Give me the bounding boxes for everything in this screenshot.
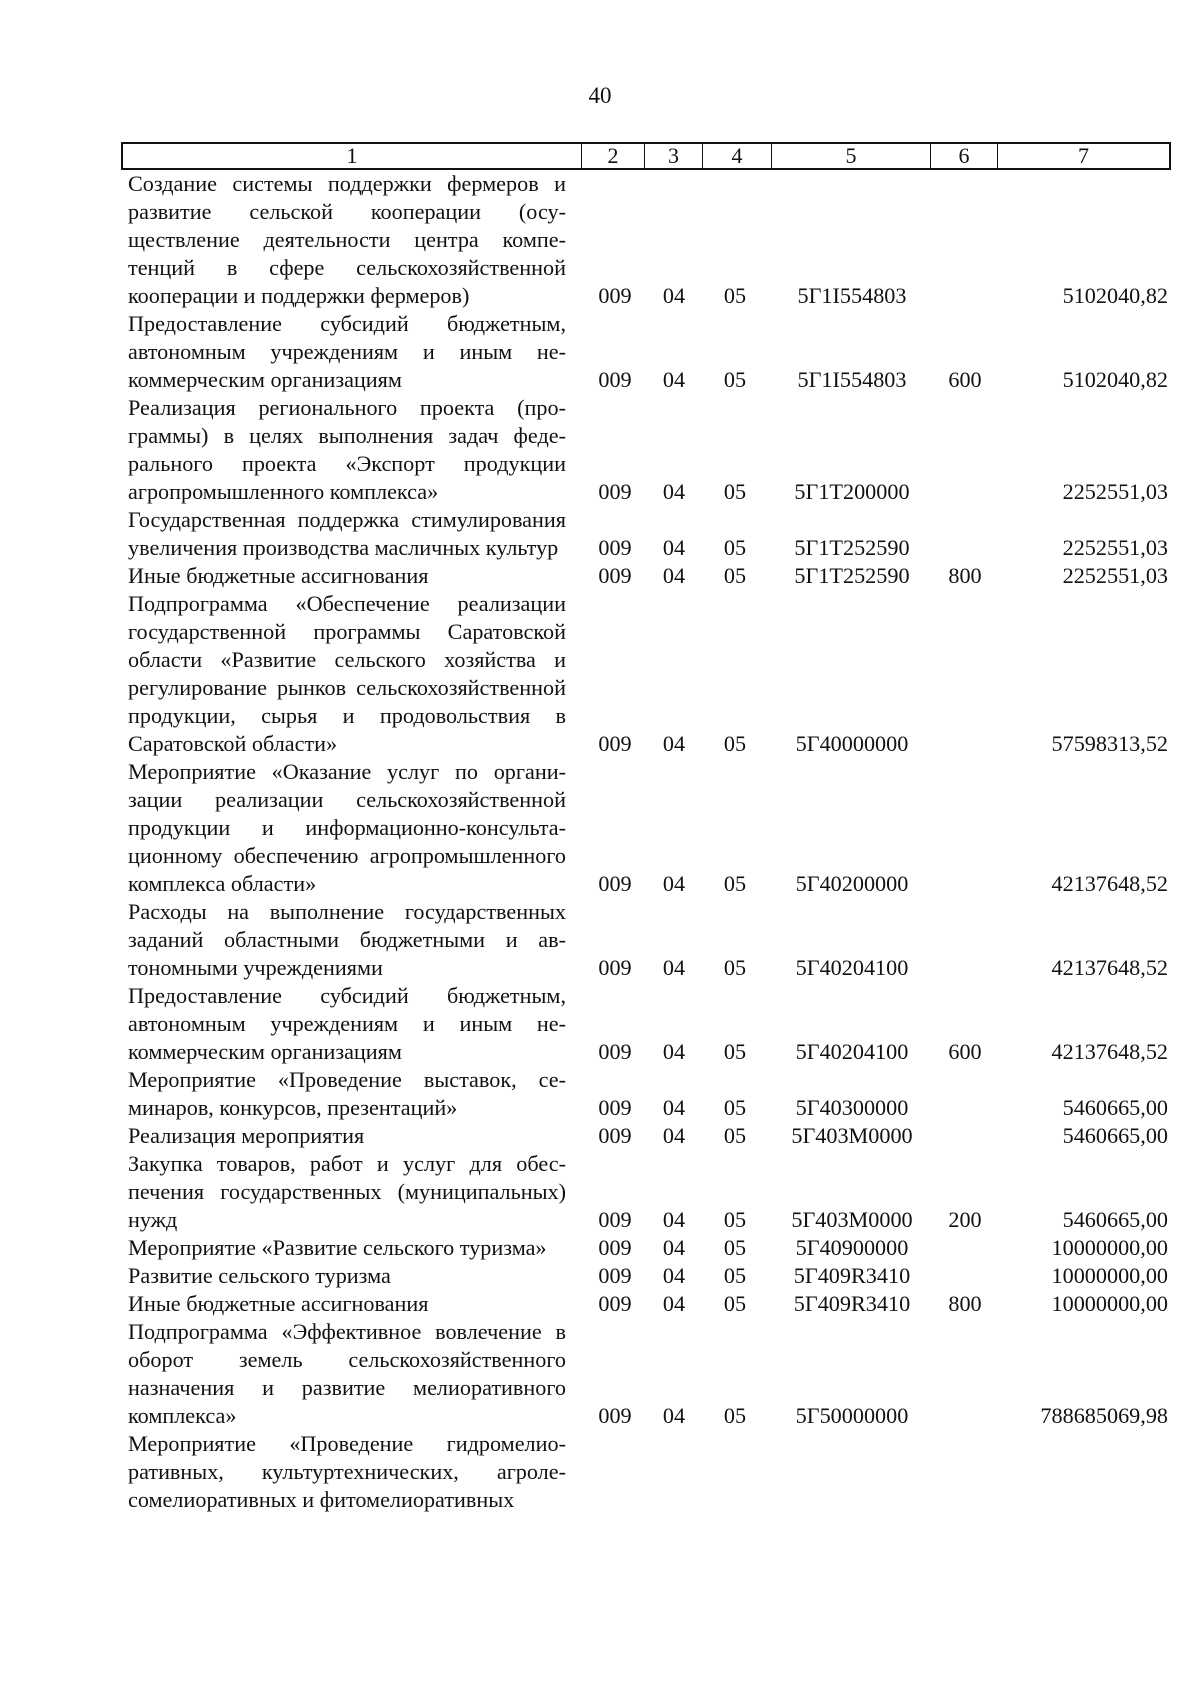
table-row bbox=[128, 394, 1168, 506]
row-description: Предоставление субсидий бюджетным, автономным учреждениям и иным некоммерческим организациям bbox=[128, 983, 566, 1064]
header-col-2: 2 bbox=[582, 144, 645, 168]
row-subsection-code: 05 bbox=[723, 1123, 747, 1148]
table-row bbox=[128, 562, 1168, 590]
row-section-code: 04 bbox=[662, 479, 686, 504]
row-amount: 42137648,52 bbox=[1051, 871, 1168, 896]
row-subsection-code: 05 bbox=[723, 1207, 747, 1232]
row-admin-code: 009 bbox=[598, 563, 632, 588]
row-amount: 42137648,52 bbox=[1051, 1039, 1168, 1064]
row-description: Государственная поддержка стимулирования увеличения производства масличных культур bbox=[128, 507, 566, 560]
row-section-code: 04 bbox=[662, 1123, 686, 1148]
row-target-article-code: 5Г40300000 bbox=[795, 1095, 909, 1120]
header-col-4: 4 bbox=[703, 144, 772, 168]
row-expense-type-code: 600 bbox=[948, 1039, 982, 1064]
row-section-code: 04 bbox=[662, 871, 686, 896]
row-admin-code: 009 bbox=[598, 479, 632, 504]
table-row bbox=[128, 1262, 1168, 1290]
row-subsection-code: 05 bbox=[723, 955, 747, 980]
row-target-article-code: 5Г40204100 bbox=[795, 955, 909, 980]
row-target-article-code: 5Г1Т252590 bbox=[794, 563, 910, 588]
row-subsection-code: 05 bbox=[723, 563, 747, 588]
row-section-code: 04 bbox=[662, 731, 686, 756]
table-row bbox=[128, 590, 1168, 758]
header-col-1: 1 bbox=[123, 144, 582, 168]
row-section-code: 04 bbox=[662, 1403, 686, 1428]
row-subsection-code: 05 bbox=[723, 1403, 747, 1428]
row-section-code: 04 bbox=[662, 283, 686, 308]
row-amount: 10000000,00 bbox=[1051, 1263, 1168, 1288]
row-description: Развитие сельского туризма bbox=[128, 1263, 391, 1288]
row-target-article-code: 5Г40900000 bbox=[795, 1235, 909, 1260]
row-admin-code: 009 bbox=[598, 1123, 632, 1148]
row-description: Реализация мероприятия bbox=[128, 1123, 365, 1148]
row-expense-type-code: 200 bbox=[948, 1207, 982, 1232]
table-row bbox=[128, 1122, 1168, 1150]
row-expense-type-code: 800 bbox=[948, 563, 982, 588]
row-target-article-code: 5Г1Т200000 bbox=[794, 479, 910, 504]
row-amount: 788685069,98 bbox=[1040, 1403, 1168, 1428]
table-row bbox=[128, 310, 1168, 394]
row-subsection-code: 05 bbox=[723, 1039, 747, 1064]
table-row bbox=[128, 758, 1168, 898]
row-target-article-code: 5Г409R3410 bbox=[793, 1263, 911, 1288]
table-header bbox=[121, 142, 1171, 170]
row-description: Предоставление субсидий бюджетным, автономным учреждениям и иным некоммерческим организациям bbox=[128, 311, 566, 392]
row-subsection-code: 05 bbox=[723, 479, 747, 504]
table-row bbox=[128, 898, 1168, 982]
row-target-article-code: 5Г50000000 bbox=[795, 1403, 909, 1428]
row-target-article-code: 5Г1I554803 bbox=[797, 283, 907, 308]
table-row bbox=[128, 982, 1168, 1066]
row-amount: 57598313,52 bbox=[1051, 731, 1168, 756]
row-target-article-code: 5Г409R3410 bbox=[793, 1291, 911, 1316]
table-row bbox=[128, 1430, 1168, 1514]
row-amount: 10000000,00 bbox=[1051, 1235, 1168, 1260]
row-subsection-code: 05 bbox=[723, 1263, 747, 1288]
row-admin-code: 009 bbox=[598, 1291, 632, 1316]
row-section-code: 04 bbox=[662, 535, 686, 560]
row-description: Реализация регионального проекта (программы) в целях выполнения задач федерального проекта «Экспорт продукции агропромышленного комплекса» bbox=[128, 395, 566, 504]
row-section-code: 04 bbox=[662, 563, 686, 588]
row-admin-code: 009 bbox=[598, 1263, 632, 1288]
row-section-code: 04 bbox=[662, 1095, 686, 1120]
table-row bbox=[128, 506, 1168, 562]
row-description: Мероприятие «Оказание услуг по организации реализации сельскохозяйственной продукции и информационно-консультационному обеспечению агропромышленного комплекса области» bbox=[128, 759, 566, 896]
row-subsection-code: 05 bbox=[723, 1095, 747, 1120]
row-admin-code: 009 bbox=[598, 1207, 632, 1232]
row-section-code: 04 bbox=[662, 1291, 686, 1316]
row-subsection-code: 05 bbox=[723, 535, 747, 560]
row-target-article-code: 5Г403М0000 bbox=[791, 1207, 913, 1232]
row-amount: 42137648,52 bbox=[1051, 955, 1168, 980]
row-amount: 5460665,00 bbox=[1062, 1207, 1168, 1232]
table-row bbox=[128, 1066, 1168, 1122]
row-target-article-code: 5Г1I554803 bbox=[797, 367, 907, 392]
row-section-code: 04 bbox=[662, 955, 686, 980]
row-description: Закупка товаров, работ и услуг для обеспечения государственных (муниципальных) нужд bbox=[128, 1151, 566, 1232]
row-section-code: 04 bbox=[662, 1235, 686, 1260]
row-target-article-code: 5Г403М0000 bbox=[791, 1123, 913, 1148]
row-target-article-code: 5Г40200000 bbox=[795, 871, 909, 896]
row-amount: 2252551,03 bbox=[1062, 563, 1168, 588]
budget-table-body bbox=[128, 170, 1168, 1514]
row-subsection-code: 05 bbox=[723, 283, 747, 308]
row-amount: 2252551,03 bbox=[1062, 479, 1168, 504]
row-description: Иные бюджетные ассигнования bbox=[128, 1291, 429, 1316]
row-section-code: 04 bbox=[662, 1263, 686, 1288]
row-amount: 10000000,00 bbox=[1051, 1291, 1168, 1316]
row-description: Расходы на выполнение государственных заданий областными бюджетными и автономными учреждениями bbox=[128, 899, 566, 980]
row-section-code: 04 bbox=[662, 1039, 686, 1064]
header-col-3: 3 bbox=[645, 144, 703, 168]
row-amount: 5460665,00 bbox=[1062, 1095, 1168, 1120]
row-admin-code: 009 bbox=[598, 731, 632, 756]
row-amount: 5102040,82 bbox=[1062, 367, 1168, 392]
row-amount: 5102040,82 bbox=[1062, 283, 1168, 308]
row-admin-code: 009 bbox=[598, 1403, 632, 1428]
header-col-7: 7 bbox=[1078, 143, 1089, 168]
table-row bbox=[128, 1234, 1168, 1262]
row-admin-code: 009 bbox=[598, 535, 632, 560]
row-amount: 2252551,03 bbox=[1062, 535, 1168, 560]
table-row bbox=[128, 1318, 1168, 1430]
row-subsection-code: 05 bbox=[723, 871, 747, 896]
row-target-article-code: 5Г40204100 bbox=[795, 1039, 909, 1064]
row-description: Иные бюджетные ассигнования bbox=[128, 563, 429, 588]
row-admin-code: 009 bbox=[598, 1039, 632, 1064]
row-description: Подпрограмма «Обеспечение реализации государственной программы Саратовской области «Развитие сельского хозяйства и регулирование рынков сельскохозяйственной продукции, сырья и продовольствия в Саратовской области» bbox=[128, 591, 566, 756]
row-amount: 5460665,00 bbox=[1062, 1123, 1168, 1148]
row-admin-code: 009 bbox=[598, 1095, 632, 1120]
row-admin-code: 009 bbox=[598, 1235, 632, 1260]
row-target-article-code: 5Г1Т252590 bbox=[794, 535, 910, 560]
row-subsection-code: 05 bbox=[723, 1291, 747, 1316]
row-subsection-code: 05 bbox=[723, 1235, 747, 1260]
row-admin-code: 009 bbox=[598, 955, 632, 980]
page-number: 40 bbox=[588, 83, 612, 108]
row-admin-code: 009 bbox=[598, 871, 632, 896]
row-description: Подпрограмма «Эффективное вовлечение в оборот земель сельскохозяйственного назначения и развитие мелиоративного комплекса» bbox=[128, 1319, 566, 1428]
table-row bbox=[128, 1290, 1168, 1318]
row-subsection-code: 05 bbox=[723, 731, 747, 756]
row-description: Создание системы поддержки фермеров и развитие сельской кооперации (осуществление деятельности центра компетенций в сфере сельскохозяйственной кооперации и поддержки фермеров) bbox=[128, 171, 566, 308]
header-col-5: 5 bbox=[772, 144, 931, 168]
table-row bbox=[128, 1150, 1168, 1234]
row-expense-type-code: 600 bbox=[948, 367, 982, 392]
row-section-code: 04 bbox=[662, 1207, 686, 1232]
row-subsection-code: 05 bbox=[723, 367, 747, 392]
row-description: Мероприятие «Проведение гидромелиоративных, культуртехнических, агролесомелиоративных и фитомелиоративных bbox=[128, 1431, 566, 1512]
row-target-article-code: 5Г40000000 bbox=[795, 731, 909, 756]
row-section-code: 04 bbox=[662, 367, 686, 392]
row-admin-code: 009 bbox=[598, 283, 632, 308]
row-admin-code: 009 bbox=[598, 367, 632, 392]
table-row bbox=[128, 170, 1168, 310]
row-expense-type-code: 800 bbox=[948, 1291, 982, 1316]
row-description: Мероприятие «Проведение выставок, семинаров, конкурсов, презентаций» bbox=[128, 1067, 566, 1120]
header-col-6: 6 bbox=[931, 144, 998, 168]
row-description: Мероприятие «Развитие сельского туризма» bbox=[128, 1235, 547, 1260]
